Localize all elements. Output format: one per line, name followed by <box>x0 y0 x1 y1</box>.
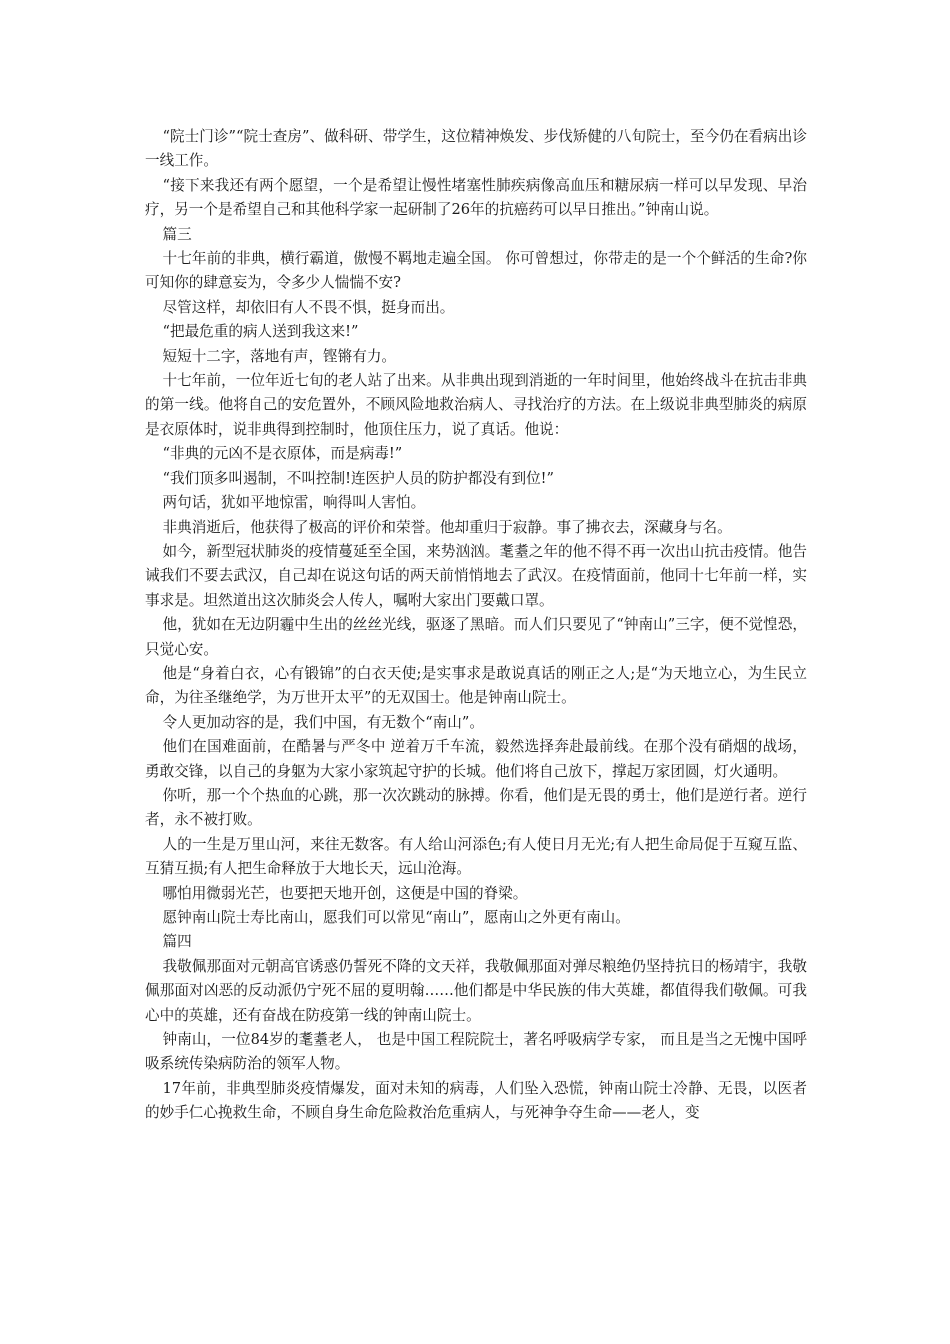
paragraph: 你听，那一个个热血的心跳，那一次次跳动的脉搏。你看，他们是无畏的勇士，他们是逆行者。逆行者，永不被打败。 <box>145 786 807 829</box>
paragraph: “我们顶多叫遏制，不叫控制!连医护人员的防护都没有到位!” <box>162 469 555 487</box>
paragraph: “院士门诊”“院士查房”、做科研、带学生，这位精神焕发、步伐矫健的八旬院士，至今仍在看病出诊一线工作。 <box>145 128 807 170</box>
paragraph: 非典消逝后，他获得了极高的评价和荣誉。他却重归于寂静。事了拂衣去，深藏身与名。 <box>162 518 732 536</box>
paragraph: 十七年前，一位年近七旬的老人站了出来。从非典出现到消逝的一年时间里，他始终战斗在抗击非典的第一线。他将自己的安危置外，不顾风险地救治病人、寻找治疗的方法。在上级说非典型肺炎的病原是衣原体时，说非典得到控制时，他顶住压力，说了真话。他说： <box>145 372 807 438</box>
paragraph: 哪怕用微弱光芒，也要把天地开创，这便是中国的脊梁。 <box>162 884 528 902</box>
paragraph: “非典的元凶不是衣原体，而是病毒!” <box>162 445 403 463</box>
paragraph: 愿钟南山院士寿比南山，愿我们可以常见“南山”，愿南山之外更有南山。 <box>162 909 630 926</box>
section-heading: 篇四 <box>162 933 192 951</box>
paragraph: 令人更加动容的是，我们中国，有无数个“南山”。 <box>162 713 484 731</box>
paragraph: 尽管这样，却依旧有人不畏不惧，挺身而出。 <box>162 298 455 316</box>
section-heading: 篇三 <box>162 225 192 243</box>
paragraph: “把最危重的病人送到我这来!” <box>162 323 359 341</box>
paragraph: 他是“身着白衣，心有锻锦”的白衣天使;是实事求是敢说真话的刚正之人;是“为天地立心，为生民立命，为往圣继绝学，为万世开太平”的无双国士。他是钟南山院士。 <box>145 664 807 707</box>
paragraph: 如今，新型冠状肺炎的疫情蔓延至全国，来势汹汹。耄耋之年的他不得不再一次出山抗击疫情。他告诫我们不要去武汉，自己却在说这句话的两天前悄悄地去了武汉。在疫情面前，他同十七年前一样，实事求是。坦然道出这次肺炎会人传人，嘱咐大家出门要戴口罩。 <box>145 542 807 609</box>
paragraph: 他，犹如在无边阴霾中生出的丝丝光线，驱逐了黑暗。而人们只要见了“钟南山”三字，便不觉惶恐，只觉心安。 <box>145 616 807 658</box>
paragraph: 十七年前的非典，横行霸道，傲慢不羁地走遍全国。 你可曾想过，你带走的是一个个鲜活的生命?你可知你的肆意妄为，令多少人惴惴不安? <box>145 250 807 292</box>
paragraph: 17年前，非典型肺炎疫情爆发，面对未知的病毒，人们坠入恐慌，钟南山院士冷静、无畏，以医者的妙手仁心挽救生命，不顾自身生命危险救治危重病人，与死神争夺生命——老人，变 <box>145 1079 807 1122</box>
paragraph: 两句话，犹如平地惊雷，响得叫人害怕。 <box>162 494 426 512</box>
paragraph: 短短十二字，落地有声，铿锵有力。 <box>162 347 397 365</box>
paragraph: 人的一生是万里山河，来往无数客。有人给山河添色;有人使日月无光;有人把生命局促于互窥互监、互猜互损;有人把生命释放于大地长天，远山沧海。 <box>145 835 807 878</box>
paragraph: 钟南山，一位84岁的耄耋老人， 也是中国工程院院士，著名呼吸病学专家， 而且是当之无愧中国呼吸系统传染病防治的领军人物。 <box>145 1031 807 1073</box>
paragraph: “接下来我还有两个愿望，一个是希望让慢性堵塞性肺疾病像高血压和糖尿病一样可以早发现、早治疗，另一个是希望自己和其他科学家一起研制了26年的抗癌药可以早日推出。”钟南山说。 <box>145 176 807 219</box>
document-body <box>145 125 807 1126</box>
paragraph: 他们在国难面前，在酷暑与严冬中 逆着万千车流，毅然选择奔赴最前线。在那个没有硝烟的战场，勇敢交锋，以自己的身躯为大家小家筑起守护的长城。他们将自己放下，撑起万家团圆，灯火通明。 <box>145 738 807 780</box>
paragraph: 我敬佩那面对元朝高官诱惑仍誓死不降的文天祥，我敬佩那面对弹尽粮绝仍坚持抗日的杨靖宇，我敬佩那面对凶恶的反动派仍宁死不屈的夏明翰……他们都是中华民族的伟大英雄，都值得我们敬佩。可我心中的英雄，还有奋战在防疫第一线的钟南山院士。 <box>145 957 807 1024</box>
